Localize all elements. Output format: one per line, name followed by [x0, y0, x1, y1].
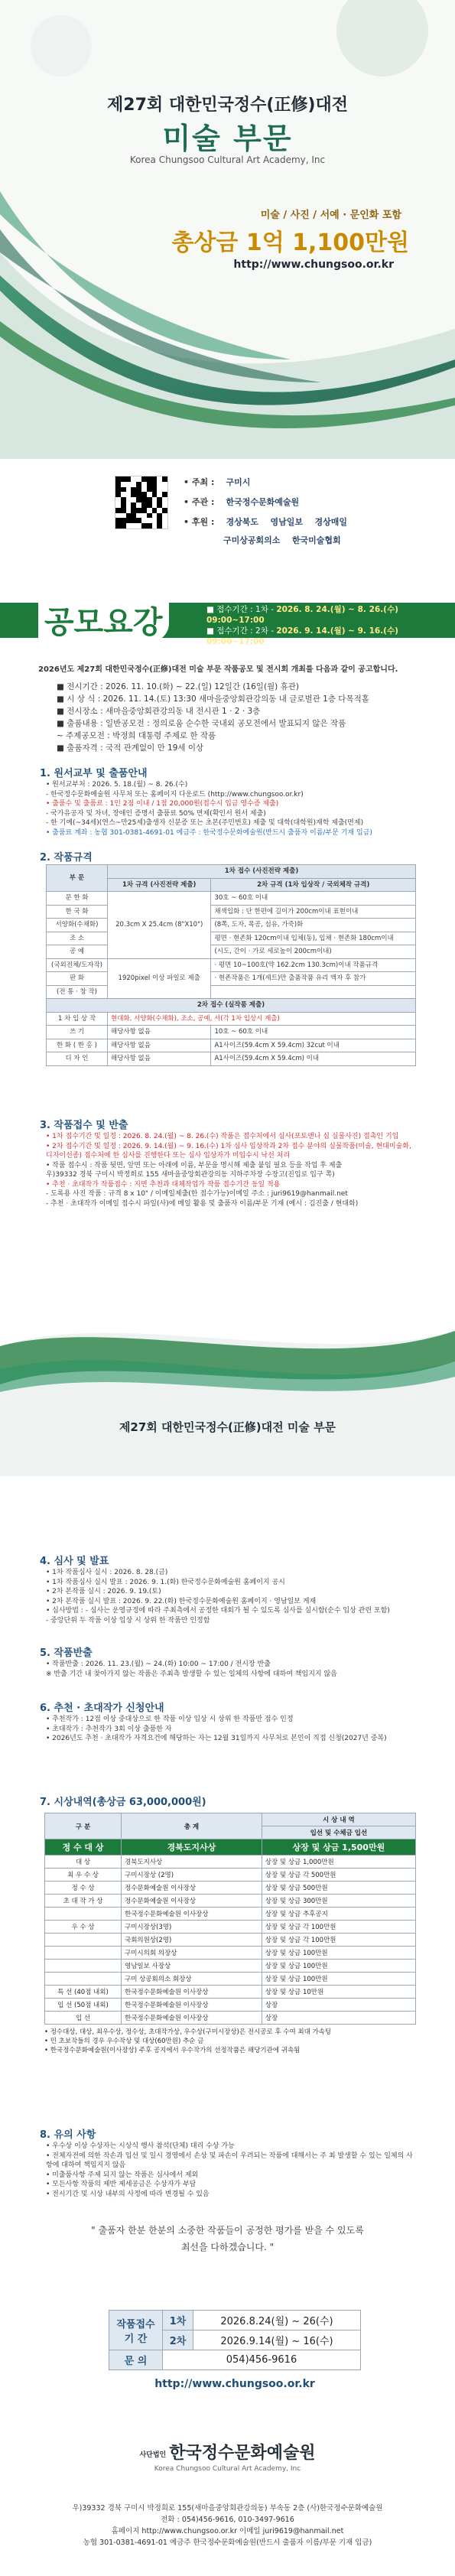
- spec2-c2: 10호 ~ 60호 이내: [211, 1026, 416, 1039]
- spec-cat: 서양화(수채화): [47, 919, 108, 932]
- contact-label: 문 의: [109, 2350, 163, 2370]
- s6-line: • 추천작가 : 12점 이상 중대상으로 한 작품 이상 입상 시 상위 한 작품만 점수 인정: [46, 1716, 294, 1723]
- aw-amount: 상장 및 상금 각 100만원: [262, 1921, 415, 1934]
- date2-value: 2026. 9. 14.(월) ~ 9. 16.(수) 09:00~17:00: [206, 626, 398, 646]
- aw-cat: 대 상: [45, 1856, 122, 1869]
- org-name-text: 한국정수문화예술원: [169, 2444, 316, 2463]
- sponsor-row: [184, 476, 259, 488]
- aw-note: • 한국정수문화예술원(이사장상) 주후 공지에서 우수작가의 선정작품은 해당기관에 귀속됨: [44, 2047, 301, 2054]
- place-text: 접수장소 : 새마을중앙회관강의동 지하주차장 수장고(진입로 입구 쪽): [206, 648, 445, 668]
- aw-amount: 상장: [262, 1999, 415, 2012]
- section-1-title: 1. 원서교부 및 출품안내: [40, 768, 148, 779]
- aw-org: 구미시장상(3명): [122, 1921, 262, 1934]
- spec-table-wrap: [46, 864, 416, 1066]
- section-6-body: [46, 1715, 413, 1744]
- spec-c2: [211, 985, 416, 999]
- spec2-cat: 디 자 인: [47, 1052, 108, 1066]
- english-subtitle: Korea Chungsoo Cultural Art Academy, Inc: [129, 154, 326, 165]
- s3-line: • 추천 · 초대작가 작품접수 : 지면 추천과 대체작업가 작품 접수기간 동일 적용: [46, 1180, 281, 1189]
- support-org-2: 영남일보: [270, 517, 304, 527]
- aw-amount: 상장: [262, 2012, 415, 2025]
- aw-org: 국회의원상(2명): [122, 1934, 262, 1947]
- section-3-title: 3. 작품접수 및 반출: [40, 1120, 128, 1131]
- footer-line: 우)39332 경북 구미시 박정희로 155(새마을중앙회관강의동) 부속동 2층 (사)한국정수문화예술원: [72, 2504, 383, 2513]
- s3-line: • 1차 접수기간 및 일정 : 2026. 8. 24.(월) ~ 8. 26.(수) 작품은 접수처에서 심사(포토앤나 심 실물사진) 접촉인 기입: [46, 1133, 399, 1140]
- schedule-item: ■ 출품자격 : 국적 관계없이 만 19세 이상: [57, 743, 204, 753]
- spec-c2: 채색입화 : 단 한편에 길이가 200cm이내 표현이내: [211, 905, 416, 919]
- schedule-item: ■ 전시장소 : 새마을중앙회관강의동 내 전시관 1 · 2 · 3층: [57, 707, 261, 716]
- aw-h-detail-sub: 입선 및 수체금 입선: [262, 1826, 415, 1839]
- aw-amount: 상장 및 상금 각 500만원: [262, 1869, 415, 1882]
- s4-line: • 1차 작품심사 실시 발표 : 2026. 9. 1.(화) 한국정수문화예술원 홈페이지 공시: [46, 1578, 285, 1586]
- aw-h-cat: 구 분: [45, 1813, 122, 1839]
- period-label: [109, 2311, 163, 2350]
- s1-line: - 한국정수문화예술원 사무처 또는 홈페이지 다운로드 (http://www.chungsoo.or.kr): [46, 790, 304, 798]
- schedule-item: ~ 주제공모전 : 박정희 대통령 주제로 한 작품: [57, 731, 216, 740]
- aw-note: • 민 초보작들의 경우 우수작상 및 대상(60만원) 추순 금: [44, 2038, 204, 2045]
- awards-table-wrap: [44, 1813, 416, 2055]
- section-4-title: 4. 심사 및 발표: [40, 1556, 109, 1567]
- s4-line: • 1차 작품심사 실시 : 2026. 8. 28.(금): [46, 1569, 168, 1576]
- spec-cat: 공 예: [47, 945, 108, 959]
- aw-amount: 상장 및 상금 10만원: [262, 1986, 415, 1999]
- spec-cat: 문 한 화: [47, 892, 108, 906]
- s8-line: • 전체자전에 의한 작손과 입선 및 일시 경영에서 손상 및 파손이 우려되는 작품에 대해서는 주 최 발생할 수 있는 일체의 사항에 대하여 책임지지 않음: [46, 2152, 413, 2169]
- spec-table: [46, 864, 416, 1066]
- spec-col-cat: 부 문: [47, 865, 108, 892]
- support-org-5: 한국미술협회: [291, 535, 341, 545]
- bottom-logo: [0, 2440, 455, 2473]
- period-url[interactable]: http://www.chungsoo.or.kr: [154, 2378, 315, 2390]
- aw-org: 한국정수문화예술원 이사장상: [122, 1986, 262, 1999]
- org-name: [0, 2440, 455, 2464]
- spec-c2: 30호 ~ 60호 이내: [211, 892, 416, 906]
- hosts-section: [0, 459, 455, 566]
- s8-line: • 미출품사항 주제 되지 않는 작품은 심사에서 제외: [46, 2171, 199, 2179]
- support-row-2: [223, 534, 350, 546]
- spec-cat: (국외전체/도자작): [47, 958, 108, 972]
- aw-cat: 초 대 작 가 상: [45, 1895, 122, 1908]
- spec2-c2: A1사이즈(59.4cm X 59.4cm) 32cut 이내: [211, 1039, 416, 1052]
- spec2-c1: 해당사항 없음: [108, 1052, 211, 1066]
- s6-line: • 2026년도 추천 · 초대작가 자격요건에 해당하는 자는 12월 31일까지 사무처로 본인이 직접 신청(2027년 중복): [46, 1735, 387, 1742]
- aw-cat: [45, 1973, 122, 1986]
- aw-cat: 입 선 (50점 내외): [45, 1999, 122, 2012]
- mid-waves: [0, 1316, 455, 1476]
- aw-grand-amount: 상장 및 상금 1,500만원: [262, 1839, 415, 1856]
- s3-line: • 2차 접수기간 및 일정 : 2026. 9. 14.(월) ~ 9. 16.(수) 1차 심사 입상작과 2차 접수 분야의 실물작품(미술, 현대미술화, 디자이선종) 접수처에 한 심사를 진행한다 또는 심사 입상자가 미입수시 낙선 처리: [46, 1142, 411, 1160]
- s6-line: • 초대작가 : 추천작가 3회 이상 출품한 자: [46, 1725, 172, 1733]
- section-2-title: 2. 작품규격: [40, 852, 93, 864]
- date1-label: 접수기간 : 1차 -: [216, 605, 275, 614]
- period-label-2: 기 간: [124, 2333, 148, 2345]
- s1-line: • 출품료 계좌 : 농협 301-0381-4691-01 예금주 : 한국정수문화예술원(반드시 출품자 이름/부문 기재 입금): [46, 828, 372, 837]
- schedule-item: ■ 전시기간 : 2026. 11. 10.(화) ~ 22.(일) 12일간 (16일(월) 휴관): [57, 682, 299, 691]
- s3-line: • 작품 접수시 : 작품 뒷면, 앞면 또는 아래에 이름, 부문을 명시해 제출 붙임 필요 등을 작업 후 제출: [46, 1161, 343, 1169]
- closing-quote: [0, 2222, 455, 2256]
- aw-amount: 상장 및 상금 300만원: [262, 1895, 415, 1908]
- s1-line: - 국가유공자 및 차녀, 장애인 증명서 출품료 50% 면제(확인서 원서 제출): [46, 809, 266, 818]
- s5-line: • 작품반출 : 2026. 11. 23.(월) ~ 24.(화) 10:00 ~ 17:00 / 전시장 반출: [46, 1660, 271, 1668]
- aw-cat: [45, 1947, 122, 1960]
- support-label: • 후원 :: [184, 517, 215, 527]
- contact-phone: 054)456-9616: [163, 2350, 361, 2370]
- sponsor-org: 구미시: [226, 477, 251, 487]
- aw-cat: 우 수 상: [45, 1921, 122, 1934]
- aw-org: 정수문화예술원 이사장상: [122, 1895, 262, 1908]
- s3-line: - 도록용 사진 작품 : 규격 8 x 10" / 이메일제출(한 접수가능)이메일 주소 : juri9619@hanmail.net: [46, 1190, 348, 1198]
- aw-cat: [45, 1908, 122, 1921]
- spec-c2: 평면 · 현존화 120cm이내 입체(동), 입체 · 현존화 180cm이내: [211, 932, 416, 945]
- spec-cat: 한 국 화: [47, 905, 108, 919]
- s4-line: • 2차 본작품 실시 발표 : 2026. 9. 22.(화) 한국정수문화예술원 홈페이지 · 영남일보 게재: [46, 1597, 317, 1605]
- footer-line: 전화 : 054)456-9616, 010-3497-9616: [161, 2516, 294, 2524]
- gongmo-band: [0, 574, 455, 668]
- aw-cat: [45, 1934, 122, 1947]
- organizer-row: [184, 496, 308, 508]
- period-k1: 1차: [163, 2311, 193, 2330]
- support-org-1: 경상북도: [226, 517, 259, 527]
- support-org-3: 경상매일: [314, 517, 348, 527]
- spec2-cat: 한 화 ( 한 홍 ): [47, 1039, 108, 1052]
- aw-org: 정수문화예술원 이사장상: [122, 1882, 262, 1895]
- spec-sec2-title: 2차 접수 (실작품 제출): [47, 999, 416, 1013]
- schedule-item: ■ 시 상 식 : 2026. 11. 14.(토) 13:30 새마을중앙회관강의동 내 글로벌관 1층 다목적홀: [57, 694, 369, 704]
- support-org-4: 구미상공회의소: [223, 535, 281, 545]
- aw-cat: 최 우 수 상: [45, 1869, 122, 1882]
- aw-grand-org: 경북도지사상: [122, 1839, 262, 1856]
- gongmo-title: 공모요강: [38, 598, 169, 642]
- aw-org: 구미시장상 (2명): [122, 1869, 262, 1882]
- aw-cat: 입 선: [45, 2012, 122, 2025]
- s8-line: • 모든사항 작품의 제반 제세공금은 수상자가 부담: [46, 2181, 197, 2188]
- aw-cat: 정 수 상: [45, 1882, 122, 1895]
- aw-amount: 상장 및 상금 각 100만원: [262, 1934, 415, 1947]
- aw-amount: 상장 및 상금 1,000만원: [262, 1856, 415, 1869]
- s1-line: • 원서교부처 : 2026. 5. 18.(월) ~ 8. 26.(수): [46, 781, 188, 789]
- genre-list: 미술 / 사진 / 서예 · 문인화 포함: [260, 210, 401, 221]
- aw-amount: 상장 및 상금 추후공지: [262, 1908, 415, 1921]
- quote-line-1: " 출품자 한분 한분의 소중한 작품들이 공정한 평가를 받을 수 있도록: [91, 2225, 364, 2236]
- s3-line: 우)39332 경북 구미시 박정희로 155 새마을중앙회관강의동 지하주차장 수장고(진입로 입구 쪽): [46, 1171, 335, 1179]
- notice-line: 2026년도 제27회 대한민국정수(正修)대전 미술 부문 작품공모 및 전시회 개최를 다음과 같이 공고합니다.: [38, 665, 398, 674]
- period-label-1: 작품접수: [116, 2318, 155, 2330]
- schedule-list: [57, 681, 424, 754]
- website-url[interactable]: http://www.chungsoo.or.kr: [233, 259, 394, 271]
- spec-title: 1차 접수 (사진전략 제출): [108, 865, 416, 879]
- s1-line: • 출품수 및 출품료 : 1인 2점 이내 / 1점 20,000원(접수시 입금 영수증 제출): [46, 800, 279, 808]
- aw-h-sum: 총 계: [122, 1813, 262, 1839]
- schedule-item: ■ 출품내용 : 일반공모전 : 정의로움 순수한 국내외 공모전에서 발표되지 않은 작품: [57, 719, 346, 728]
- support-row: [184, 516, 356, 528]
- section-3-body: [46, 1132, 413, 1208]
- spec-c2: (시도, 간이 · 가로 세로높이 200cm이내): [211, 945, 416, 959]
- spec-c2: (8쪽, 도자, 목공, 섬유, 가죽)화: [211, 919, 416, 932]
- period-v2: 2026.9.14(월) ~ 16(수): [193, 2330, 361, 2350]
- aw-amount: 상장 및 상금 100만원: [262, 1973, 415, 1986]
- spec2-cat: 1 차 입 상 작: [47, 1012, 108, 1026]
- date-block: ■ 접수기간 : 1차 - 2026. 8. 24.(월) ~ 8. 26.(수) 09:00~17:00 ■ 접수기간 : 2차 - 2026. 9. 14.(월) ~ 9. 16.(수) 09:00~17:00 ■ 접수장소 : 새마을중앙회관강의동 지하주차장 수장고(진입로 입구 쪽): [206, 605, 445, 668]
- aw-org: 영남일보 사장상: [122, 1960, 262, 1973]
- org-en: Korea Chungsoo Cultural Art Academy, Inc: [154, 2465, 301, 2473]
- spec-col-2: 2차 규격 (1차 입상작 / 국외체작 규격): [211, 878, 416, 892]
- spec-col-1: 1차 규격 (사진전략 제출): [108, 878, 211, 892]
- aw-cat: [45, 1960, 122, 1973]
- mid-decoration: [0, 1316, 455, 1476]
- spec-size-2: 1920pixel 이상 파일로 제출: [108, 958, 211, 999]
- section-1-body: [46, 780, 413, 838]
- period-table: [109, 2310, 361, 2370]
- s4-line: • 2차 본작품 실시 : 2026. 9. 19.(토): [46, 1588, 161, 1595]
- spec-size: 20.3cm X 25.4cm (8"X10"): [108, 892, 211, 959]
- aw-amount: 상장 및 상금 100만원: [262, 1947, 415, 1960]
- spec2-cat: 쓰 기: [47, 1026, 108, 1039]
- aw-org: 한국정수문화예술원 이사장상: [122, 1908, 262, 1921]
- s4-line: - 중앙단위 두 작품 이상 입상 시 상위 한 작품만 인정함: [46, 1616, 210, 1625]
- qr-code[interactable]: [115, 476, 168, 529]
- awards-table: [44, 1813, 416, 2025]
- spec2-c1: 해당사항 없음: [108, 1026, 211, 1039]
- sponsor-label: • 주최 :: [184, 477, 215, 487]
- date1-value: 2026. 8. 24.(월) ~ 8. 26.(수) 09:00~17:00: [206, 605, 398, 625]
- section-5-title: 5. 작품반출: [40, 1647, 93, 1659]
- organizer-label: • 주관 :: [184, 497, 215, 507]
- aw-note: • 정수대상, 대상, 최우수상, 정수상, 초대작가상, 우수상(구미시장상)은 전시공로 후 수여 최대 가속팅: [44, 2028, 332, 2036]
- aw-amount: 상장 및 상금 100만원: [262, 1960, 415, 1973]
- aw-h-detail: 시 상 내 역: [262, 1813, 415, 1826]
- aw-org: 구미시의회 의장상: [122, 1947, 262, 1960]
- spec-cat: 조 소: [47, 932, 108, 945]
- aw-org: 한국정수문화예술원 이사장상: [122, 2012, 262, 2025]
- mid-title: 제27회 대한민국정수(正修)대전 미술 부문: [119, 1420, 336, 1434]
- section-6-title: 6. 추천 · 초대작가 신청안내: [40, 1703, 164, 1714]
- section-8-body: [46, 2142, 413, 2199]
- aw-org: 구미 상공회의소 회장상: [122, 1973, 262, 1986]
- date2-label: 접수기간 : 2차 -: [216, 626, 275, 636]
- s8-line: • 우수상 이상 수상자는 시상식 행사 참석(단체) 대리 수상 가능: [46, 2142, 235, 2150]
- spec-c2: · 현존작품은 1개(세트)만 출품작품 유리 액자 후 참가: [211, 972, 416, 986]
- section-8-title: 8. 유의 사항: [40, 2129, 96, 2141]
- aw-grand-cat: 정 수 대 상: [45, 1839, 122, 1856]
- spec2-c1: 현대화, 서양화(수채화), 조소, 공예, 서(각 1차 입상시 제출): [108, 1012, 416, 1026]
- period-v1: 2026.8.24(월) ~ 26(수): [193, 2311, 361, 2330]
- quote-line-2: 최선을 다하겠습니다. ": [180, 2242, 275, 2252]
- s5-line: ※ 반출 기간 내 찾아가지 않는 작품은 주최측 발생할 수 있는 일체의 사항에 대하여 책임지지 않음: [46, 1670, 337, 1678]
- org-prefix: 사단법인: [139, 2451, 167, 2459]
- s8-line: • 전시기간 및 시상 내부의 사정에 따라 변경될 수 있음: [46, 2190, 210, 2198]
- section-7-title: 7. 시상내역(총상금 63,000,000원): [40, 1797, 206, 1808]
- hero-section: [0, 0, 455, 459]
- footer-line: 홈페이지 http://www.chungsoo.or.kr 이메일 juri9619@hanmail.net: [111, 2527, 344, 2535]
- aw-org: 경북도지사상: [122, 1856, 262, 1869]
- s4-line: • 심사방법 : - 심사는 운영규정에 따라 주최측에서 공정한 대회가 될 수 있도록 심사를 실시함(순수 입상 관련 포함): [46, 1607, 390, 1615]
- footer-line: 농협 301-0381-4691-01 예금주 한국정수문화예술원(반드시 출품자 이름/부문 기재 입금): [83, 2539, 372, 2547]
- main-title: 미술 부문: [162, 122, 293, 155]
- aw-amount: 상장 및 상금 500만원: [262, 1882, 415, 1895]
- spec-cat: 판 화: [47, 972, 108, 986]
- section-5-body: [46, 1660, 413, 1679]
- edition-title: 제27회 대한민국정수(正修)대전: [107, 96, 348, 115]
- aw-cat: 특 선 (40점 내외): [45, 1986, 122, 1999]
- total-prize: 총상금 1억 1,100만원: [171, 229, 409, 256]
- section-4-body: [46, 1568, 413, 1625]
- period-k2: 2차: [163, 2330, 193, 2350]
- awards-notes: [44, 2028, 416, 2055]
- period-box: [109, 2310, 361, 2390]
- s3-line: - 추천 · 초대작가 이메일 접수시 파일(사)에 메일 활용 및 출품자 이름/부문 기재 (예시 : 김진출 / 현대화): [46, 1199, 359, 1208]
- aw-org: 한국정수문화예술원 이사장상: [122, 1999, 262, 2012]
- s1-line: - 한 기예(~34세)(연스~만25세)출생자 신분증 또는 초본(주민번호) 제출 및 대학(대학원)재학 제출(면제): [46, 819, 364, 827]
- organizer-org: 한국정수문화예술원: [226, 497, 300, 507]
- spec2-c2: A1사이즈(59.4cm X 59.4cm) 이내: [211, 1052, 416, 1066]
- spec2-c1: 해당사항 없음: [108, 1039, 211, 1052]
- spec-c2: · 평면 10~100호(약 162.2cm 130.3cm)이내 작품규격: [211, 958, 416, 972]
- spec-cat: (전 통 · 창 작): [47, 985, 108, 999]
- footer: [0, 2503, 455, 2548]
